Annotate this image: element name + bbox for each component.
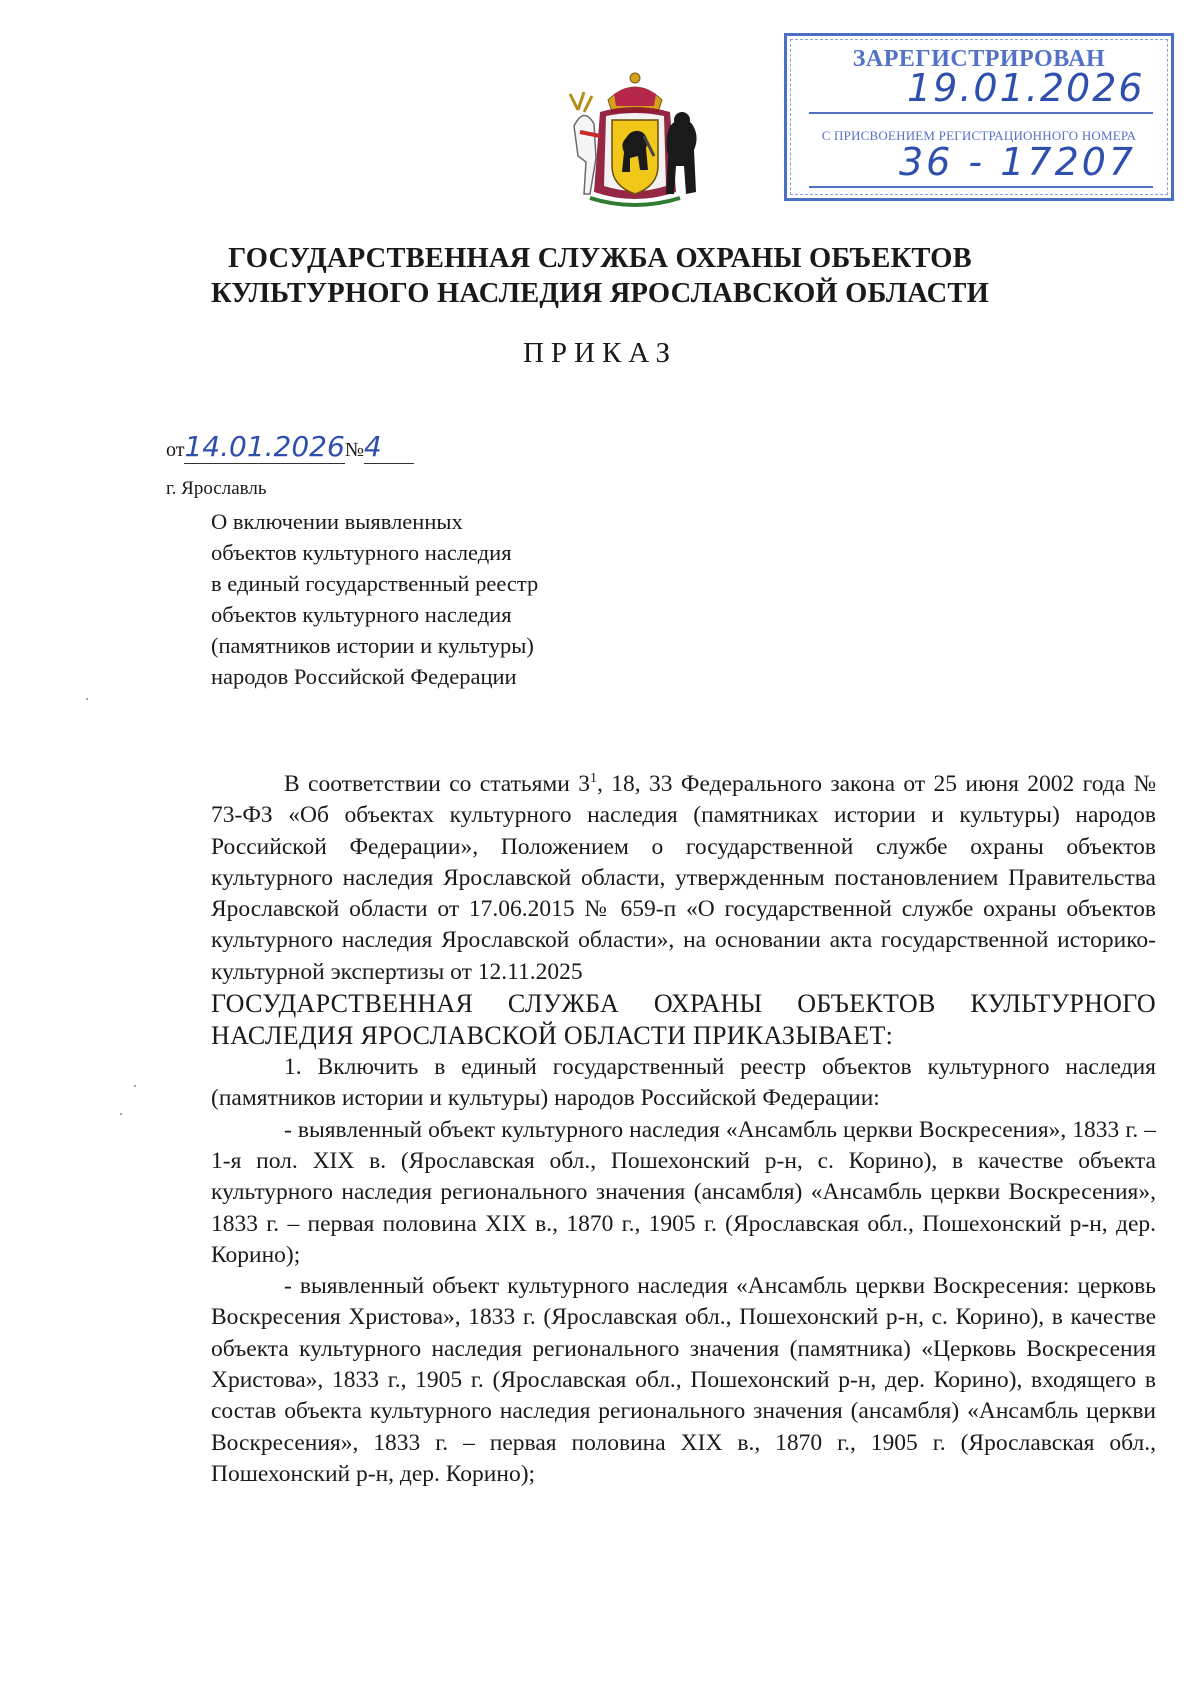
number-label: № <box>344 439 364 461</box>
preamble-text: В соответствии со статьями 3 <box>284 771 590 797</box>
stamp-title: ЗАРЕГИСТРИРОВАН <box>852 46 1106 72</box>
order-item-1: 1. Включить в единый государственный реестр объектов культурного наследия (памятников истории и культуры) народов Российской Федерации: <box>211 1054 1156 1112</box>
preamble-paragraph <box>211 769 1156 988</box>
agency-title <box>0 241 1200 311</box>
stamp-subtitle: С ПРИСВОЕНИЕМ РЕГИСТРАЦИОННОГО НОМЕРА <box>821 128 1137 143</box>
stamp-reg-number: 36 - 17207 <box>899 140 1137 184</box>
subject-line: объектов культурного наследия <box>211 540 512 565</box>
document-type: ПРИКАЗ <box>522 337 678 369</box>
list-item: - выявленный объект культурного наследия «Ансамбль церкви Воскресения», 1833 г. – 1-я пол. XIX в. (Ярославская обл., Пошехонский р-н, с. Корино), в качестве объекта культурного наследия регионального значения (ансамбля) «Ансамбль церкви Воскресения», 1833 г. – первая половина XIX в., 1870 г., 1905 г. (Ярославская обл., Пошехонский р-н, дер. Корино); <box>211 1116 1156 1268</box>
orders-heading: ГОСУДАРСТВЕННАЯ СЛУЖБА ОХРАНЫ ОБЪЕКТОВ КУЛЬТУРНОГО НАСЛЕДИЯ ЯРОСЛАВСКОЙ ОБЛАСТИ ПРИКАЗЫВАЕТ: <box>211 989 1156 1051</box>
coat-of-arms-icon <box>560 66 710 212</box>
from-label: от <box>166 439 185 461</box>
scan-speck <box>120 1113 122 1115</box>
agency-title-line: ГОСУДАРСТВЕННАЯ СЛУЖБА ОХРАНЫ ОБЪЕКТОВ <box>228 243 972 274</box>
order-number: 4 <box>363 430 382 463</box>
order-number-field <box>364 430 414 464</box>
city: г. Ярославль <box>166 478 267 499</box>
stamp-divider <box>809 112 1153 114</box>
article-superscript: 1 <box>590 771 597 787</box>
order-body <box>211 769 1156 1490</box>
order-date-field <box>184 430 344 464</box>
subject-line: народов Российской Федерации <box>211 664 517 689</box>
subject-line: объектов культурного наследия <box>211 602 512 627</box>
scan-speck <box>86 698 88 700</box>
subject-line: О включении выявленных <box>211 509 463 534</box>
stamp-date: 19.01.2026 <box>907 66 1145 110</box>
subject-line: (памятников истории и культуры) <box>211 633 534 658</box>
order-date-number <box>166 430 414 464</box>
order-subject <box>211 506 538 692</box>
order-date: 14.01.2026 <box>184 430 345 463</box>
agency-title-line: КУЛЬТУРНОГО НАСЛЕДИЯ ЯРОСЛАВСКОЙ ОБЛАСТИ <box>210 278 989 309</box>
subject-line: в единый государственный реестр <box>211 571 539 596</box>
stamp-divider <box>809 186 1153 188</box>
scan-speck <box>134 1085 136 1087</box>
preamble-text: , 18, 33 Федерального закона от 25 июня 2002 года № 73-ФЗ «Об объектах культурного наследия (памятниках истории и культуры) народов Российской Федерации», Положением о государственной службе охраны объектов культурного наследия Ярославской области, утвержденным постановлением Правительства Ярославской области от 17.06.2015 № 659-п «О государственной службе охраны объектов культурного наследия Ярославской области», на основании акта государственной историко-культурной экспертизы от 12.11.2025 <box>211 771 1157 985</box>
list-item: - выявленный объект культурного наследия «Ансамбль церкви Воскресения: церковь Воскресения Христова», 1833 г. (Ярославская обл., Пошехонский р-н, с. Корино), в качестве объекта культурного наследия регионального значения (памятника) «Церковь Воскресения Христова», 1833 г., 1905 г. (Ярославская обл., Пошехонский р-н, дер. Корино), входящего в состав объекта культурного наследия регионального значения (ансамбля) «Ансамбль церкви Воскресения», 1833 г. – первая половина XIX в., 1870 г., 1905 г. (Ярославская обл., Пошехонский р-н, дер. Корино); <box>211 1273 1156 1487</box>
registration-stamp <box>784 33 1174 201</box>
